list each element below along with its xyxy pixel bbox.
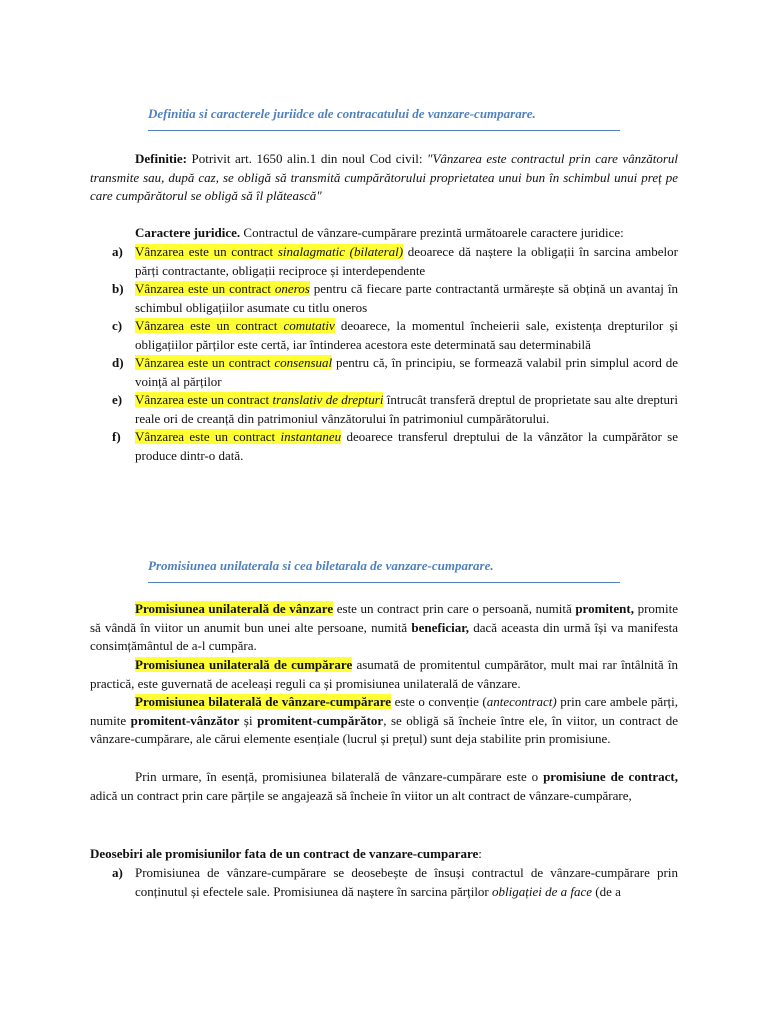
highlight-plain: Vânzarea este un contract — [135, 244, 278, 259]
highlight-term: consensual — [274, 355, 333, 370]
paragraph-bilateral — [90, 693, 678, 749]
differences-list — [90, 864, 678, 901]
bold-term: promitent, — [575, 601, 634, 616]
paragraph-text: , se obligă să încheie între ele, în viitor, un contract de vânzare-cumpărare, ale cărui elemente esențiale (lucrul și prețul) sunt deja stabilite prin promisiune. — [90, 712, 678, 746]
list-item — [90, 280, 678, 317]
paragraph-text: prin care ambele părți, numite — [90, 694, 679, 728]
list-marker: e) — [112, 392, 123, 407]
characters-intro — [90, 224, 678, 243]
list-marker: b) — [112, 281, 124, 296]
item-text: (de a — [592, 883, 621, 899]
highlight-term: sinalagmatic (bilateral) — [277, 244, 404, 259]
highlight-text — [135, 355, 332, 370]
bold-term: beneficiar, — [411, 619, 470, 635]
italic-term: obligației de a face — [492, 883, 593, 899]
paragraph-text: promite să vândă în viitor un anumit bun unei alte persoane, numită — [90, 601, 678, 635]
differences-heading — [90, 845, 678, 864]
highlight-term: comutativ — [283, 318, 335, 333]
highlight-plain: Vânzarea este un contract — [135, 429, 281, 444]
highlight-term: instantaneu — [280, 429, 342, 444]
heading-underline — [148, 130, 620, 131]
list-marker: a) — [112, 244, 123, 259]
section-heading-definition: Definitia si caracterele juriidce ale contracatului de vanzare-cumparare. — [148, 106, 536, 121]
item-rest: pentru că, în principiu, se formează valabil prin simplul acord de voință al părților — [135, 355, 678, 389]
highlight-term: Promisiunea bilaterală de vânzare-cumpărare — [135, 694, 392, 709]
list-item — [90, 317, 678, 354]
item-rest: deoarece transferul dreptului de la vânzător la cumpărător se produce dintr-o dată. — [135, 429, 678, 463]
highlight-text — [135, 281, 310, 296]
highlight-text — [135, 244, 403, 259]
list-marker: d) — [112, 355, 124, 370]
bold-term: promitent-cumpărător — [257, 712, 384, 728]
item-rest: deoarece, la momentul încheierii sale, existența drepturilor și obligațiilor părților este certă, iar întinderea acestora este determinată sau determinabilă — [135, 318, 678, 352]
definition-quote: "Vânzarea este contractul prin care vânzătorul transmite sau, după caz, se obligă să transmită cumpărătorului proprietatea unui bun în schimbul unui preț pe care cumpărătorul se obligă să îl plătească" — [90, 151, 678, 203]
item-rest: întrucât transferă dreptul de proprietate sau alte drepturi reale ori de creanță din patrimoniul vânzătorului în patrimoniul cumpărătorului. — [135, 392, 678, 426]
differences-colon: : — [478, 846, 482, 861]
list-item — [90, 864, 678, 901]
bold-term: promisiune de contract, — [543, 769, 678, 784]
differences-title: Deosebiri ale promisiunilor fata de un contract de vanzare-cumparare — [90, 846, 479, 861]
paragraph-text: și — [239, 712, 258, 728]
list-item — [90, 428, 678, 465]
paragraph-conclusion — [90, 768, 678, 805]
item-text: Promisiunea de vânzare-cumpărare se deosebește de însuși contractul de vânzare-cumpărare prin conținutul și efectele sale. Promisiunea dă naștere în sarcina părților — [135, 865, 678, 899]
item-rest: deoarece dă naștere la obligații în sarcina ambelor părți contractante, obligații reciproce și interdependente — [135, 244, 678, 278]
list-marker: f) — [112, 429, 121, 444]
characters-label: Caractere juridice. — [135, 225, 241, 240]
highlight-term: translativ de drepturi — [272, 392, 384, 407]
highlight-term: Promisiunea unilaterală de cumpărare — [135, 657, 353, 672]
paragraph-unilateral-sale — [90, 600, 678, 656]
list-marker: c) — [112, 318, 123, 333]
italic-term: antecontract) — [486, 694, 557, 709]
paragraph-text: Prin urmare, în esență, promisiunea bilaterală de vânzare-cumpărare este o — [135, 769, 544, 784]
paragraph-text: adică un contract prin care părțile se angajează să încheie în viitor un alt contract de vânzare-cumpărare, — [90, 787, 632, 803]
paragraph-text: dacă aceasta din urmă își va manifesta consimțământul de a-l cumpăra. — [90, 619, 678, 653]
characters-list — [90, 243, 678, 465]
section-heading-promise: Promisiunea unilaterala si cea biletarala de vanzare-cumparare. — [148, 558, 494, 573]
paragraph-text: este un contract prin care o persoană, numită — [333, 601, 576, 616]
bold-term: promitent-vânzător — [130, 712, 240, 728]
paragraph-unilateral-purchase — [90, 656, 678, 693]
highlight-text — [135, 429, 341, 444]
highlight-plain: Vânzarea este un contract — [135, 318, 284, 333]
heading-underline — [148, 582, 620, 583]
list-item — [90, 354, 678, 391]
highlight-plain: Vânzarea este un contract — [135, 281, 275, 296]
paragraph-text: asumată de promitentul cumpărător, mult mai rar întâlnită în practică, este guvernată de aceleași reguli ca și promisiunea unilaterală de vânzare. — [90, 657, 678, 691]
highlight-plain: Vânzarea este un contract — [135, 392, 273, 407]
definition-paragraph — [90, 150, 678, 206]
item-rest: pentru că fiecare parte contractantă urmărește să obțină un avantaj în schimbul obligațiilor asumate cu titlu oneros — [135, 281, 678, 315]
list-item — [90, 391, 678, 428]
definition-lead: Potrivit art. 1650 alin.1 din noul Cod civil: — [186, 151, 428, 166]
paragraph-text: este o convenție ( — [391, 694, 487, 709]
definition-label: Definitie: — [135, 151, 187, 166]
highlight-plain: Vânzarea este un contract — [135, 355, 275, 370]
highlight-text — [135, 392, 383, 407]
highlight-term: oneros — [274, 281, 310, 296]
list-marker: a) — [112, 865, 123, 880]
list-item — [90, 243, 678, 280]
characters-text: Contractul de vânzare-cumpărare prezintă următoarele caractere juridice: — [240, 225, 624, 240]
highlight-term: Promisiunea unilaterală de vânzare — [135, 601, 334, 616]
highlight-text — [135, 318, 335, 333]
